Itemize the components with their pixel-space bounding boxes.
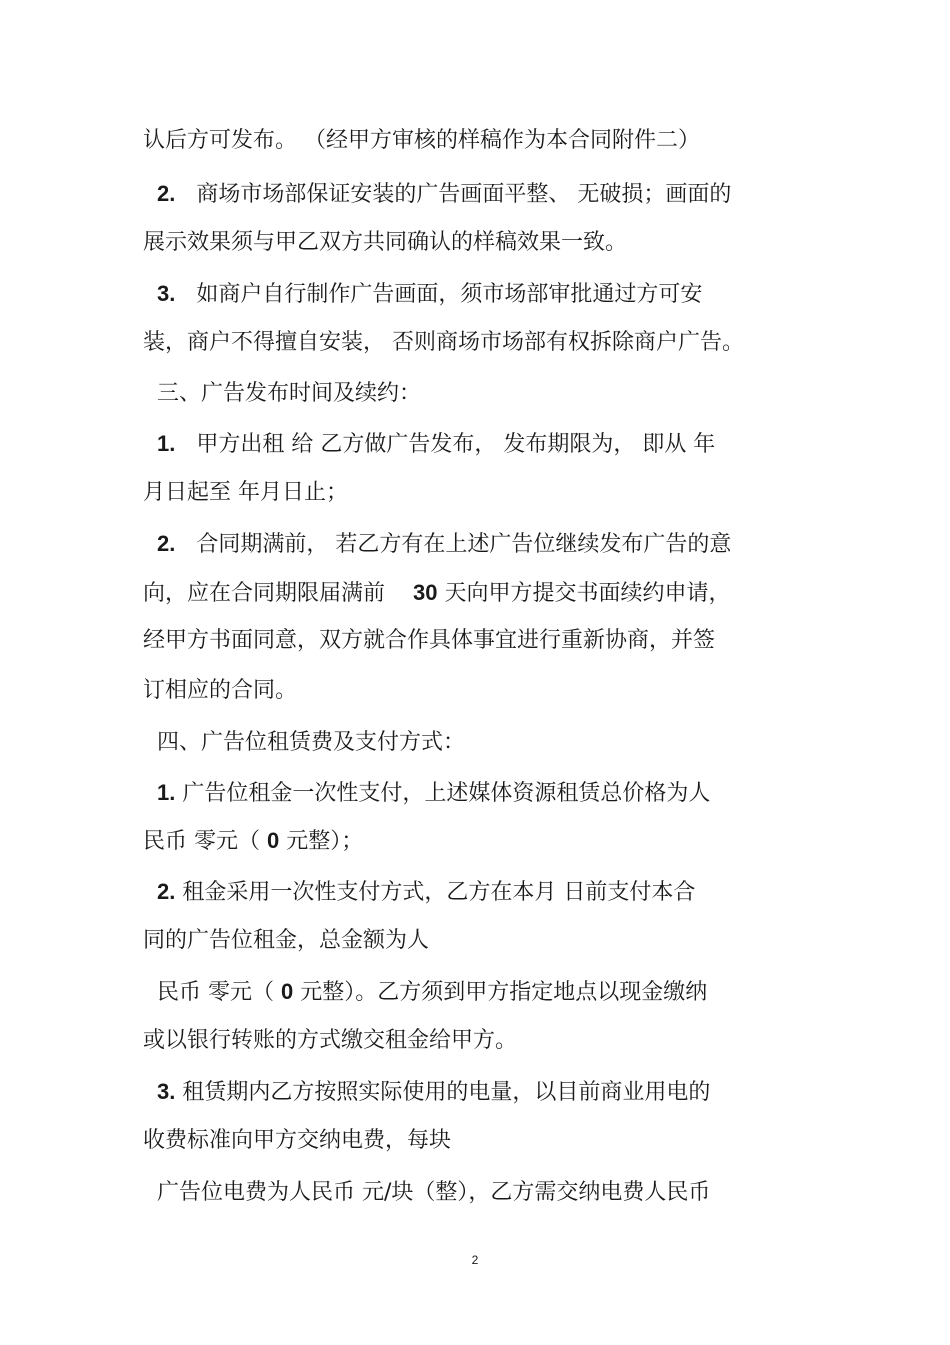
list-item-3: 3. 租赁期内乙方按照实际使用的电量，以目前商业用电的 <box>157 1079 711 1105</box>
list-item-1: 1. 广告位租金一次性支付，上述媒体资源租赁总价格为人 <box>157 780 711 806</box>
item-number: 3. <box>157 281 176 306</box>
item-number: 2. <box>157 879 176 904</box>
text-line: 同的广告位租金，总金额为人 <box>143 928 430 953</box>
item-number: 2. <box>157 181 176 206</box>
text-line: 认后方可发布。 （经甲方审核的样稿作为本合同附件二） <box>143 128 700 153</box>
item-number: 1. <box>157 431 176 456</box>
text-line: 或以银行转账的方式缴交租金给甲方。 <box>143 1028 518 1053</box>
renewal-days: 30 <box>413 580 438 605</box>
section-heading-4: 四、广告位租赁费及支付方式： <box>157 730 466 755</box>
section-heading-3: 三、广告发布时间及续约： <box>157 381 422 406</box>
text-line: 装，商户不得擅自安装， 否则商场市场部有权拆除商户广告。 <box>143 330 744 355</box>
text-line: 月日起至 年月日止； <box>143 480 348 505</box>
text-line: 订相应的合同。 <box>143 678 298 703</box>
item-number: 2. <box>157 531 176 556</box>
page-number: 2 <box>471 1253 479 1267</box>
text-line: 收费标准向甲方交纳电费，每块 <box>143 1128 452 1153</box>
text-line: 民币 零元（ 0 元整）； <box>143 828 364 854</box>
text-line: 展示效果须与甲乙双方共同确认的样稿效果一致。 <box>143 230 628 255</box>
amount-digit: 0 <box>267 828 280 853</box>
list-item-1: 1. 甲方出租 给 乙方做广告发布， 发布期限为， 即从 年 <box>157 431 716 457</box>
item-number: 1. <box>157 780 176 805</box>
list-item-3: 3. 如商户自行制作广告画面，须市场部审批通过方可安 <box>157 281 703 307</box>
amount-digit: 0 <box>281 979 294 1004</box>
text-line: 广告位电费为人民币 元/块（整），乙方需交纳电费人民币 <box>157 1180 711 1205</box>
list-item-2: 2. 商场市场部保证安装的广告画面平整、 无破损；画面的 <box>157 181 732 207</box>
list-item-2: 2. 合同期满前， 若乙方有在上述广告位继续发布广告的意 <box>157 531 732 557</box>
list-item-2: 2. 租金采用一次性支付方式，乙方在本月 日前支付本合 <box>157 879 696 905</box>
text-line: 经甲方书面同意，双方就合作具体事宜进行重新协商，并签 <box>143 628 716 653</box>
item-number: 3. <box>157 1079 176 1104</box>
text-line: 民币 零元（ 0 元整）。乙方须到甲方指定地点以现金缴纳 <box>157 979 708 1005</box>
text-line: 向，应在合同期限届满前 30 天向甲方提交书面续约申请， <box>143 580 731 606</box>
